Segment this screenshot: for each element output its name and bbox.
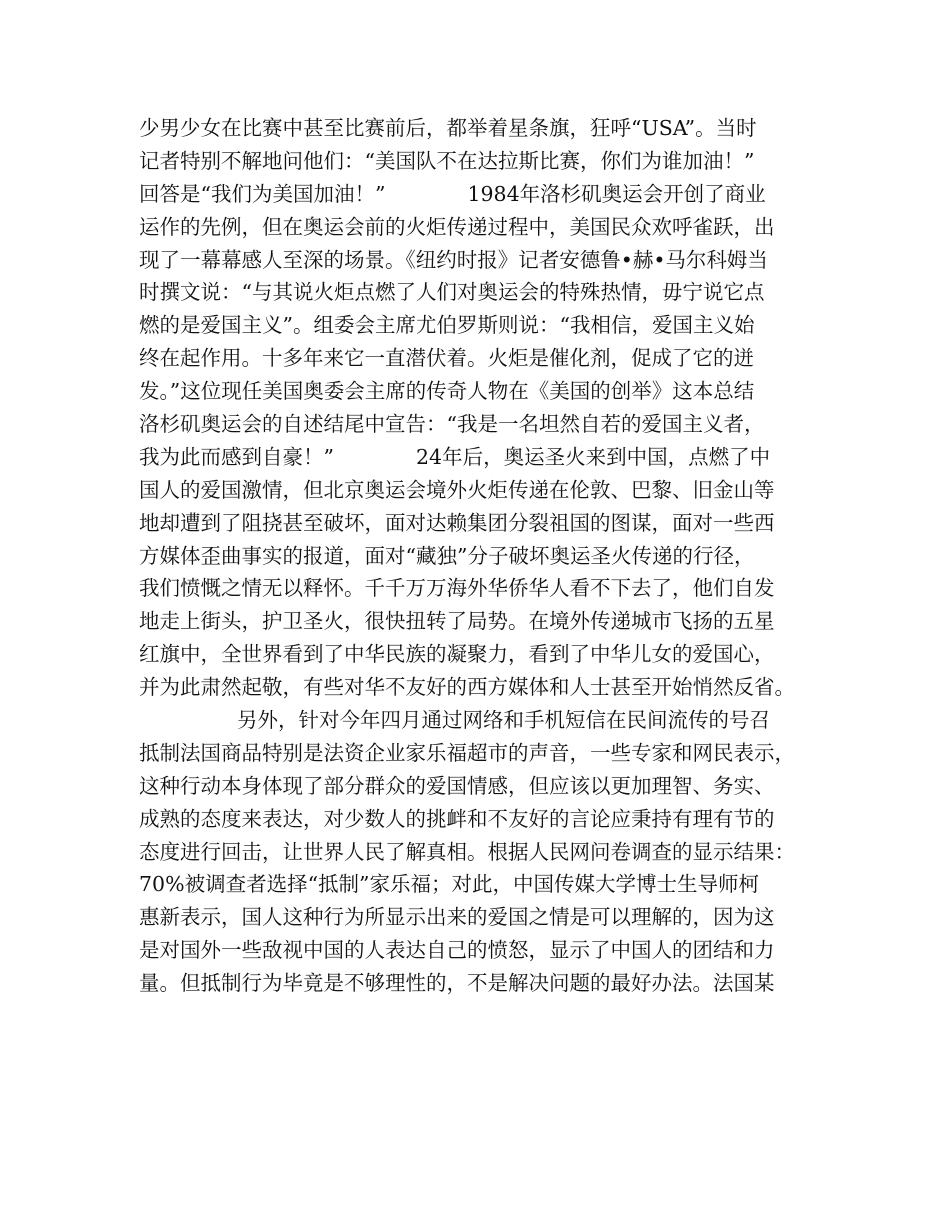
text-line: 现了一幕幕感人至深的场景。《纽约时报》记者安德鲁•赫•马尔科姆当 <box>139 247 768 272</box>
text-line: 国人的爱国激情，但北京奥运会境外火炬传递在伦敦、巴黎、旧金山等 <box>139 477 775 502</box>
text-line: 这种行动本身体现了部分群众的爱国情感，但应该以更加理智、务实、 <box>139 773 775 798</box>
text-line: 成熟的态度来表达，对少数人的挑衅和不友好的言论应秉持有理有节的 <box>139 806 775 831</box>
text-line: 我为此而感到自豪！” 24年后，奥运圣火来到中国，点燃了中 <box>139 444 771 469</box>
text-line: 是对国外一些敌视中国的人表达自己的愤怒，显示了中国人的团结和力 <box>139 938 775 963</box>
text-line: 另外，针对今年四月通过网络和手机短信在民间流传的号召 <box>237 708 770 733</box>
text-line: 量。但抵制行为毕竟是不够理性的，不是解决问题的最好办法。法国某 <box>139 971 775 996</box>
text-line: 燃的是爱国主义”。组委会主席尤伯罗斯则说：“我相信，爱国主义始 <box>139 313 755 338</box>
text-line: 抵制法国商品特别是法资企业家乐福超市的声音，一些专家和网民表示， <box>139 740 795 765</box>
text-line: 红旗中，全世界看到了中华民族的凝聚力，看到了中华儿女的爱国心， <box>139 642 775 667</box>
text-line: 态度进行回击，让世界人民了解真相。根据人民网问卷调查的显示结果： <box>139 839 795 864</box>
text-line: 惠新表示，国人这种行为所显示出来的爱国之情是可以理解的，因为这 <box>139 905 775 930</box>
text-line: 发。”这位现任美国奥委会主席的传奇人物在《美国的创举》这本总结 <box>139 379 755 404</box>
text-line: 并为此肃然起敬，有些对华不友好的西方媒体和人士甚至开始悄然反省。 <box>139 675 795 700</box>
text-line: 少男少女在比赛中甚至比赛前后，都举着星条旗，狂呼“USA”。当时 <box>139 116 757 140</box>
text-line: 时撰文说：“与其说火炬点燃了人们对奥运会的特殊热情，毋宁说它点 <box>139 280 765 305</box>
text-line: 地走上街头，护卫圣火，很快扭转了局势。在境外传递城市飞扬的五星 <box>139 609 775 634</box>
text-line: 回答是“我们为美国加油！” 1984年洛杉矶奥运会开创了商业 <box>139 181 766 206</box>
text-line: 洛杉矶奥运会的自述结尾中宣告：“我是一名坦然自若的爱国主义者， <box>139 412 765 437</box>
text-line: 记者特别不解地问他们：“美国队不在达拉斯比赛，你们为谁加油！” <box>139 148 755 173</box>
text-line: 方媒体歪曲事实的报道，面对“藏独”分子破坏奥运圣火传递的行径， <box>139 543 755 568</box>
body-text <box>139 112 839 1000</box>
text-line: 地却遭到了阻挠甚至破坏，面对达赖集团分裂祖国的图谋，面对一些西 <box>139 510 775 535</box>
text-line: 70%被调查者选择“抵制”家乐福；对此，中国传媒大学博士生导师柯 <box>139 872 760 897</box>
text-line: 运作的先例，但在奥运会前的火炬传递过程中，美国民众欢呼雀跃，出 <box>139 214 775 239</box>
text-line: 终在起作用。十多年来它一直潜伏着。火炬是催化剂，促成了它的迸 <box>139 346 754 371</box>
text-line: 我们愤慨之情无以释怀。千千万万海外华侨华人看不下去了，他们自发 <box>139 576 775 601</box>
